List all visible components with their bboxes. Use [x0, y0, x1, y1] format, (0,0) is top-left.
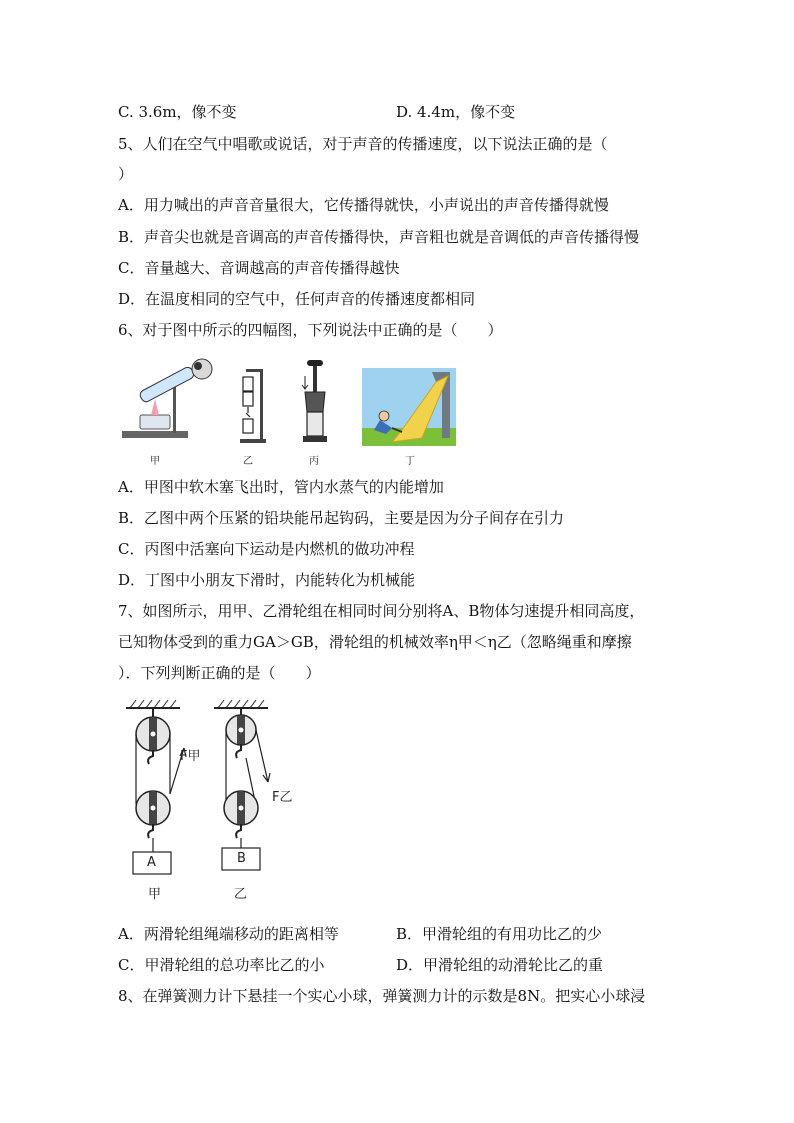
right-ceiling — [214, 700, 268, 708]
q6-stem: 6、对于图中所示的四幅图，下列说法中正确的是（ ） — [118, 321, 503, 339]
q7-stem-line2: 已知物体受到的重力GA＞GB，滑轮组的机械效率η甲＜η乙（忽略绳重和摩擦 — [118, 633, 632, 651]
q4-option-c: C. 3.6m，像不变 — [118, 103, 237, 121]
q6-figure-bing — [295, 358, 335, 446]
q5-stem: 5、人们在空气中唱歌或说话，对于声音的传播速度，以下说法正确的是（ — [118, 135, 608, 153]
q6-figure-jia — [118, 355, 213, 445]
q7-caption-yi: 乙 — [234, 887, 248, 902]
q6-option-a: A．甲图中软木塞飞出时，管内水蒸气的内能增加 — [118, 478, 444, 496]
q7-stem-line1: 7、如图所示，用甲、乙滑轮组在相同时间分别将A、B物体匀速提升相同高度， — [118, 602, 645, 620]
left-ceiling — [126, 700, 180, 708]
q6-caption-bing: 丙 — [309, 456, 319, 467]
q6-option-c: C．丙图中活塞向下运动是内燃机的做功冲程 — [118, 540, 415, 558]
q7-force-left-label: F甲 — [180, 749, 201, 764]
q6-option-d: D．丁图中小朋友下滑时，内能转化为机械能 — [118, 571, 416, 589]
q7-option-d: D．甲滑轮组的动滑轮比乙的重 — [396, 956, 604, 974]
q6-option-b: B．乙图中两个压紧的铅块能吊起钩码，主要是因为分子间存在引力 — [118, 509, 565, 527]
q7-option-c: C．甲滑轮组的总功率比乙的小 — [118, 956, 325, 974]
q7-block-a-label: A — [147, 855, 156, 870]
q7-block-b-label: B — [237, 851, 246, 866]
q7-stem-line3: ）．下列判断正确的是（ ） — [118, 664, 321, 682]
q7-option-b: B．甲滑轮组的有用功比乙的少 — [396, 925, 603, 943]
q4-option-d: D. 4.4m，像不变 — [396, 103, 516, 121]
q7-option-a: A．两滑轮组绳端移动的距离相等 — [118, 925, 339, 943]
q6-caption-ding: 丁 — [405, 456, 415, 467]
q6-caption-jia: 甲 — [150, 456, 160, 467]
q7-force-right-label: F乙 — [272, 790, 293, 805]
q8-stem: 8、在弹簧测力计下悬挂一个实心小球，弹簧测力计的示数是8N。把实心小球浸 — [118, 987, 646, 1005]
q7-caption-jia: 甲 — [148, 887, 162, 902]
q5-stem-cont: ） — [118, 165, 134, 183]
q6-figure-ding — [362, 368, 456, 446]
q5-option-d: D．在温度相同的空气中，任何声音的传播速度都相同 — [118, 290, 476, 308]
q5-option-a: A．用力喊出的声音音量很大，它传播得就快，小声说出的声音传播得就慢 — [118, 196, 609, 214]
q5-option-c: C．音量越大、音调越高的声音传播得越快 — [118, 259, 400, 277]
q6-figure-yi — [232, 365, 272, 445]
q6-caption-yi: 乙 — [243, 456, 253, 467]
q5-option-b: B．声音尖也就是音调高的声音传播得快，声音粗也就是音调低的声音传播得慢 — [118, 228, 640, 246]
